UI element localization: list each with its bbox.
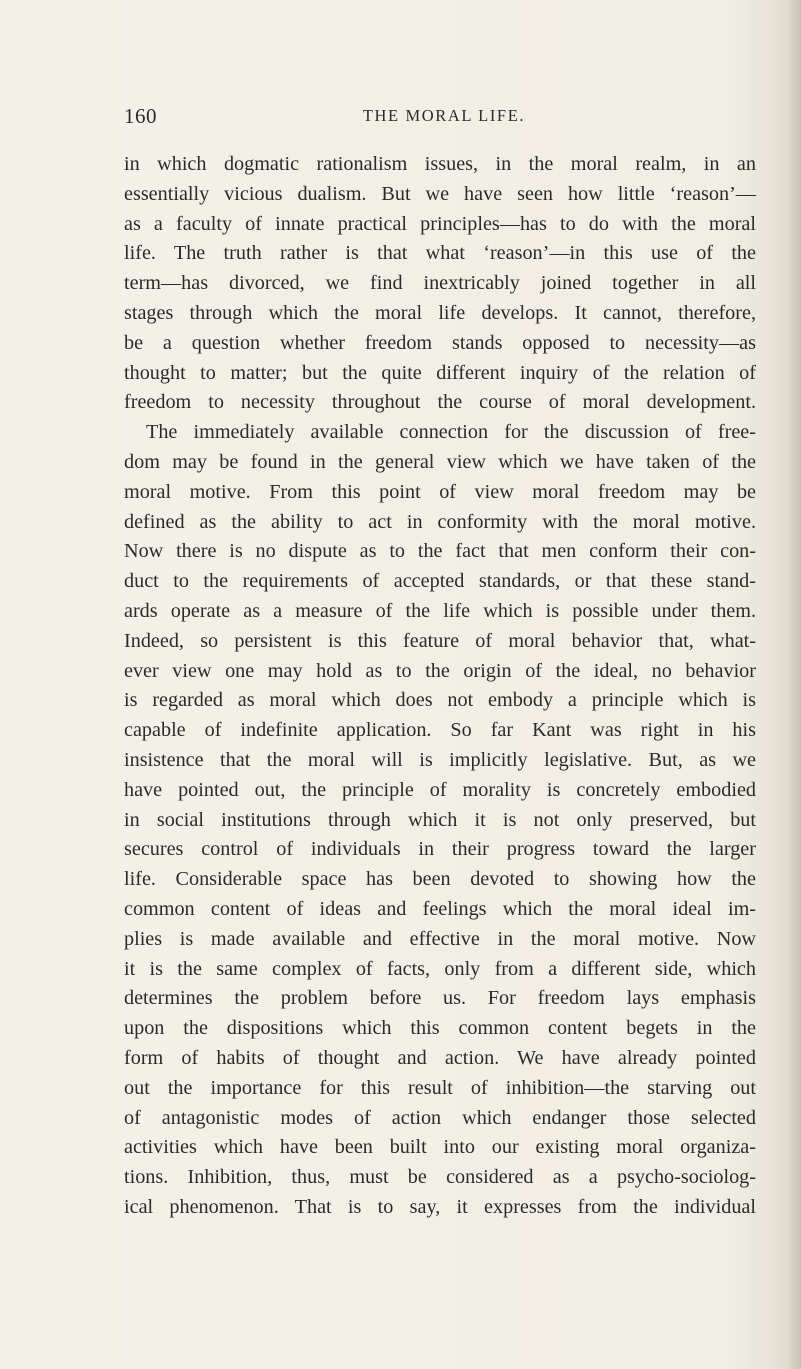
- text-line: ical phenomenon. That is to say, it expresses from the individual: [124, 1195, 756, 1218]
- text-line: Now there is no dispute as to the fact that men conform their con-: [124, 540, 756, 563]
- text-line: of antagonistic modes of action which endanger those selected: [124, 1106, 756, 1129]
- text-line: insistence that the moral will is implicitly legislative. But, as we: [124, 748, 756, 771]
- text-line: out the importance for this result of inhibition—the starving out: [124, 1076, 756, 1099]
- text-line: secures control of individuals in their progress toward the larger: [124, 838, 756, 861]
- page-edge-shadow: [787, 0, 801, 1369]
- page-number: 160: [124, 104, 157, 128]
- text-line: is regarded as moral which does not embody a principle which is: [124, 689, 756, 712]
- text-line: in social institutions through which it is not only preserved, but: [124, 808, 756, 831]
- running-title: THE MORAL LIFE.: [362, 106, 526, 125]
- text-line: be a question whether freedom stands opposed to necessity—as: [124, 331, 756, 354]
- text-line: plies is made available and effective in the moral motive. Now: [124, 927, 756, 950]
- text-line: common content of ideas and feelings which the moral ideal im-: [124, 897, 756, 920]
- running-head: [124, 104, 756, 134]
- text-line: determines the problem before us. For freedom lays emphasis: [124, 987, 756, 1010]
- text-line: Indeed, so persistent is this feature of moral behavior that, what-: [124, 629, 756, 652]
- text-line: life. Considerable space has been devoted to showing how the: [124, 868, 756, 891]
- text-line: have pointed out, the principle of morality is concretely embodied: [124, 778, 756, 801]
- text-line: thought to matter; but the quite different inquiry of the relation of: [124, 361, 756, 384]
- text-line: The immediately available connection for the discussion of free-: [146, 421, 756, 444]
- text-line: dom may be found in the general view which we have taken of the: [124, 450, 756, 473]
- text-line: defined as the ability to act in conformity with the moral motive.: [124, 510, 756, 533]
- text-line: life. The truth rather is that what ‘reason’—in this use of the: [124, 242, 756, 265]
- text-line: tions. Inhibition, thus, must be considered as a psycho-sociolog-: [124, 1166, 756, 1189]
- body-text: [124, 150, 756, 1223]
- text-line: it is the same complex of facts, only from a different side, which: [124, 957, 756, 980]
- text-line: term—has divorced, we find inextricably joined together in all: [124, 272, 756, 295]
- text-line: essentially vicious dualism. But we have seen how little ‘reason’—: [124, 182, 756, 205]
- text-line: ards operate as a measure of the life which is possible under them.: [124, 599, 756, 622]
- text-line: activities which have been built into our existing moral organiza-: [124, 1136, 756, 1159]
- text-line: as a faculty of innate practical principles—has to do with the moral: [124, 212, 756, 235]
- text-line: upon the dispositions which this common content begets in the: [124, 1017, 756, 1040]
- text-line: stages through which the moral life develops. It cannot, therefore,: [124, 301, 756, 324]
- text-line: freedom to necessity throughout the course of moral development.: [124, 391, 756, 414]
- text-line: moral motive. From this point of view moral freedom may be: [124, 480, 756, 503]
- text-line: duct to the requirements of accepted standards, or that these stand-: [124, 570, 756, 593]
- text-line: capable of indefinite application. So far Kant was right in his: [124, 719, 756, 742]
- text-line: ever view one may hold as to the origin of the ideal, no behavior: [124, 659, 756, 682]
- text-line: form of habits of thought and action. We have already pointed: [124, 1046, 756, 1069]
- text-line: in which dogmatic rationalism issues, in the moral realm, in an: [124, 153, 756, 175]
